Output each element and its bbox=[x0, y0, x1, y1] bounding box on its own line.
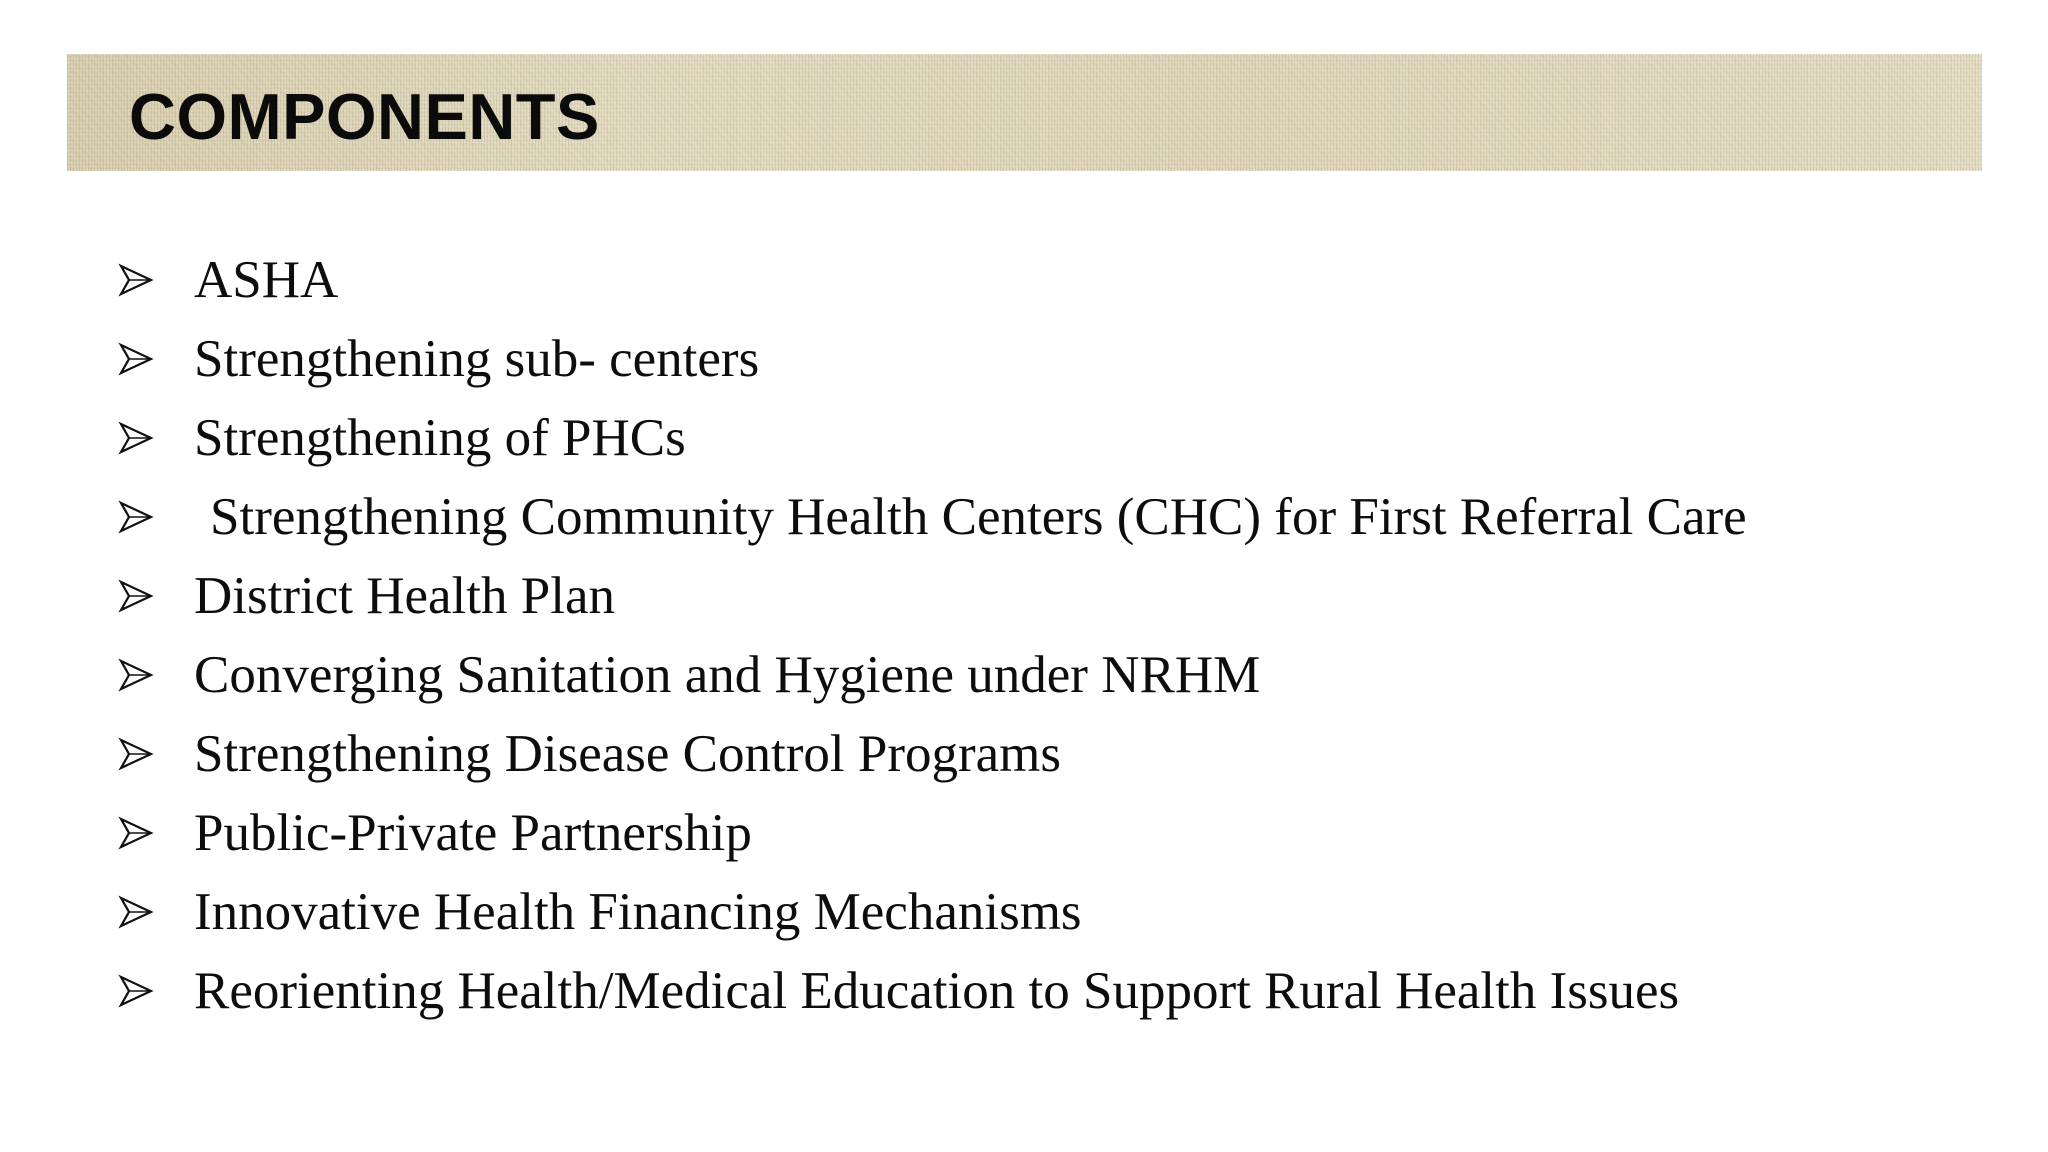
list-item bbox=[115, 240, 1747, 319]
list-item bbox=[115, 319, 1747, 398]
list-item-text: Strengthening Disease Control Programs bbox=[194, 724, 1062, 783]
slide-title: COMPONENTS bbox=[129, 80, 600, 153]
arrowhead-bullet-icon bbox=[115, 813, 155, 853]
arrowhead-bullet-icon bbox=[115, 576, 155, 616]
arrowhead-bullet-icon bbox=[115, 260, 155, 300]
list-item-text: ASHA bbox=[194, 250, 339, 309]
arrowhead-bullet-icon bbox=[115, 655, 155, 695]
list-item bbox=[115, 398, 1747, 477]
arrowhead-bullet-icon bbox=[115, 734, 155, 774]
list-item bbox=[115, 477, 1747, 556]
list-item-text: Public-Private Partnership bbox=[194, 803, 752, 862]
arrowhead-bullet-icon bbox=[115, 497, 155, 537]
arrowhead-bullet-icon bbox=[115, 892, 155, 932]
list-item-text: Innovative Health Financing Mechanisms bbox=[194, 882, 1082, 941]
list-item-text: District Health Plan bbox=[194, 566, 615, 625]
list-item-text: Strengthening Community Health Centers (CHC) for First Referral Care bbox=[210, 487, 1747, 546]
list-item bbox=[115, 793, 1747, 872]
components-list bbox=[115, 240, 1747, 1030]
list-item bbox=[115, 635, 1747, 714]
arrowhead-bullet-icon bbox=[115, 418, 155, 458]
list-item bbox=[115, 714, 1747, 793]
arrowhead-bullet-icon bbox=[115, 971, 155, 1011]
list-item bbox=[115, 951, 1747, 1030]
arrowhead-bullet-icon bbox=[115, 339, 155, 379]
list-item-text: Reorienting Health/Medical Education to Support Rural Health Issues bbox=[194, 961, 1680, 1020]
list-item-text: Strengthening of PHCs bbox=[194, 408, 686, 467]
list-item-text: Strengthening sub- centers bbox=[194, 329, 760, 388]
list-item-text: Converging Sanitation and Hygiene under NRHM bbox=[194, 645, 1261, 704]
list-item bbox=[115, 556, 1747, 635]
list-item bbox=[115, 872, 1747, 951]
